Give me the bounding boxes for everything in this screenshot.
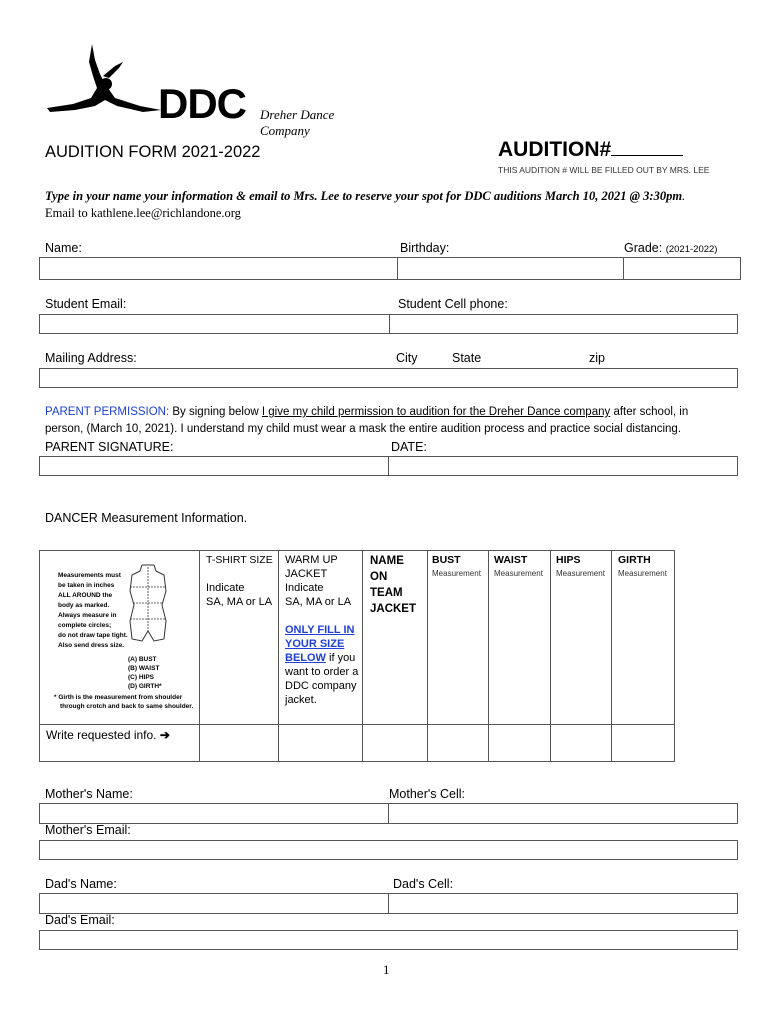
girth-input[interactable] <box>612 725 674 762</box>
measurement-section-title: DANCER Measurement Information. <box>45 511 248 525</box>
tshirt-size-input[interactable] <box>200 725 278 762</box>
measurement-diagram <box>50 559 195 721</box>
measurement-table <box>39 550 675 762</box>
mother-name-field[interactable] <box>39 803 389 824</box>
company-logo <box>45 40 385 138</box>
student-cell-label: Student Cell phone: <box>398 297 508 311</box>
instructions-text: Type in your name your information & email to Mrs. Lee to reserve your spot for DDC auditions March 10, 2021 @ 3:30pm <box>45 189 683 203</box>
team-jacket-header: NAME <box>370 555 404 567</box>
permission-line-2: person, (March 10, 2021). I understand my child must wear a mask the entire audition process and practice social distancing. <box>45 423 682 435</box>
instructions-end: . <box>682 189 686 203</box>
hips-header: HIPS <box>556 554 581 566</box>
grade-label-text: Grade: <box>624 241 663 255</box>
waist-input[interactable] <box>489 725 550 762</box>
student-email-field[interactable] <box>39 314 390 334</box>
mother-cell-label: Mother's Cell: <box>389 787 466 801</box>
warmup-hint: SA, MA or LA <box>285 596 352 608</box>
permission-heading: PARENT PERMISSION: <box>45 406 170 418</box>
measurement-sub: Measurement <box>556 569 605 578</box>
birthday-label: Birthday: <box>400 241 450 255</box>
waist-header-cell <box>494 553 543 581</box>
team-jacket-header: TEAM <box>370 587 403 599</box>
warmup-rest: if you <box>325 652 356 664</box>
diagram-note: do not draw tape tight. <box>58 632 128 639</box>
diagram-keys <box>128 655 162 691</box>
dad-name-label: Dad's Name: <box>45 877 117 891</box>
measurement-sub: Measurement <box>618 569 667 578</box>
diagram-note: be taken in inches <box>58 582 115 589</box>
permission-text-underlined: I give my child permission to audition for the Dreher Dance company <box>261 406 611 418</box>
grade-field[interactable] <box>623 257 741 280</box>
warmup-rest: DDC company <box>285 680 357 692</box>
hips-header-cell <box>556 553 605 581</box>
logo-script: Dreher Dance Company <box>260 107 335 138</box>
date-label: DATE: <box>391 440 427 454</box>
mother-name-label: Mother's Name: <box>45 787 133 801</box>
date-field[interactable] <box>388 456 738 476</box>
mailing-address-label: Mailing Address: <box>45 351 137 365</box>
diagram-key: (D) GIRTH* <box>128 683 162 690</box>
dad-email-label: Dad's Email: <box>45 913 115 927</box>
audition-number-label <box>498 137 683 162</box>
permission-text-b: after school, in <box>610 406 689 418</box>
bust-input[interactable] <box>428 725 488 762</box>
team-jacket-name-input[interactable] <box>363 725 427 762</box>
warmup-only-link[interactable]: BELOW <box>285 652 326 664</box>
mother-cell-field[interactable] <box>388 803 738 824</box>
student-email-label: Student Email: <box>45 297 127 311</box>
diagram-note: Always measure in <box>58 612 117 619</box>
warmup-hint: Indicate <box>285 582 324 594</box>
form-title: AUDITION FORM 2021-2022 <box>45 143 261 161</box>
team-jacket-header: ON <box>370 571 388 583</box>
birthday-field[interactable] <box>397 257 624 280</box>
team-jacket-header: JACKET <box>370 603 417 615</box>
girth-header-cell <box>618 553 667 581</box>
tshirt-header: T-SHIRT SIZE <box>206 554 273 566</box>
diagram-key: (A) BUST <box>128 656 157 663</box>
warmup-header: JACKET <box>285 568 328 580</box>
tshirt-hint: SA, MA or LA <box>206 596 273 608</box>
warmup-only-link[interactable]: YOUR SIZE <box>285 638 345 650</box>
name-field[interactable] <box>39 257 398 280</box>
mailing-address-field[interactable] <box>39 368 738 388</box>
logo-letters: DDC <box>158 80 246 127</box>
dad-cell-label: Dad's Cell: <box>393 877 454 891</box>
state-label: State <box>452 351 482 365</box>
measurement-sub: Measurement <box>494 569 543 578</box>
name-label: Name: <box>45 241 82 255</box>
instructions <box>45 189 685 204</box>
diagram-note: complete circles; <box>58 622 112 629</box>
city-label: City <box>396 351 418 365</box>
dad-cell-field[interactable] <box>388 893 738 914</box>
diagram-note: Also send dress size. <box>58 642 125 649</box>
diagram-note: ALL AROUND the <box>58 592 113 599</box>
audition-label-text: AUDITION# <box>498 138 612 161</box>
dad-email-field[interactable] <box>39 930 738 950</box>
parent-signature-label: PARENT SIGNATURE: <box>45 440 174 454</box>
parent-signature-field[interactable] <box>39 456 389 476</box>
hips-input[interactable] <box>551 725 611 762</box>
grade-label <box>624 241 717 255</box>
audition-note: THIS AUDITION # WILL BE FILLED OUT BY MRS. LEE <box>498 165 710 175</box>
bust-header-cell <box>432 553 481 581</box>
zip-label: zip <box>589 351 605 365</box>
warmup-size-input[interactable] <box>279 725 362 762</box>
warmup-header-cell <box>285 553 361 707</box>
permission-line-1 <box>45 406 688 418</box>
tshirt-hint: Indicate <box>206 582 245 594</box>
permission-text-a: By signing below <box>169 406 262 418</box>
waist-header: WAIST <box>494 554 528 566</box>
girth-note-line: through crotch and back to same shoulder. <box>60 703 194 710</box>
grade-note: (2021-2022) <box>665 244 718 255</box>
warmup-rest: want to order a <box>285 666 359 678</box>
girth-header: GIRTH <box>618 554 651 566</box>
tshirt-header-cell <box>206 553 273 609</box>
page-number: 1 <box>383 962 390 977</box>
diagram-key: (C) HIPS <box>128 674 154 681</box>
girth-note <box>54 693 193 711</box>
warmup-rest: jacket. <box>285 694 317 706</box>
team-jacket-header-cell <box>370 553 416 617</box>
body-outline-icon <box>118 561 178 651</box>
mother-email-label: Mother's Email: <box>45 823 131 837</box>
bust-header: BUST <box>432 554 461 566</box>
diagram-note: body as marked. <box>58 602 110 609</box>
girth-note-line: * Girth is the measurement from shoulder <box>54 694 183 701</box>
measurement-sub: Measurement <box>432 569 481 578</box>
mother-email-field[interactable] <box>39 840 738 860</box>
dancer-silhouette-icon <box>45 40 165 120</box>
dad-name-field[interactable] <box>39 893 389 914</box>
write-requested-text: Write requested info. <box>46 728 157 742</box>
student-cell-field[interactable] <box>389 314 738 334</box>
diagram-key: (B) WAIST <box>128 665 160 672</box>
arrow-right-icon: ➔ <box>159 728 170 742</box>
audition-number-blank[interactable] <box>611 137 683 156</box>
write-requested-label <box>46 728 170 742</box>
warmup-header: WARM UP <box>285 554 338 566</box>
diagram-note: Measurements must <box>58 572 121 579</box>
warmup-only-link[interactable]: ONLY FILL IN <box>285 624 355 636</box>
email-instructions: Email to kathlene.lee@richlandone.org <box>45 206 241 220</box>
